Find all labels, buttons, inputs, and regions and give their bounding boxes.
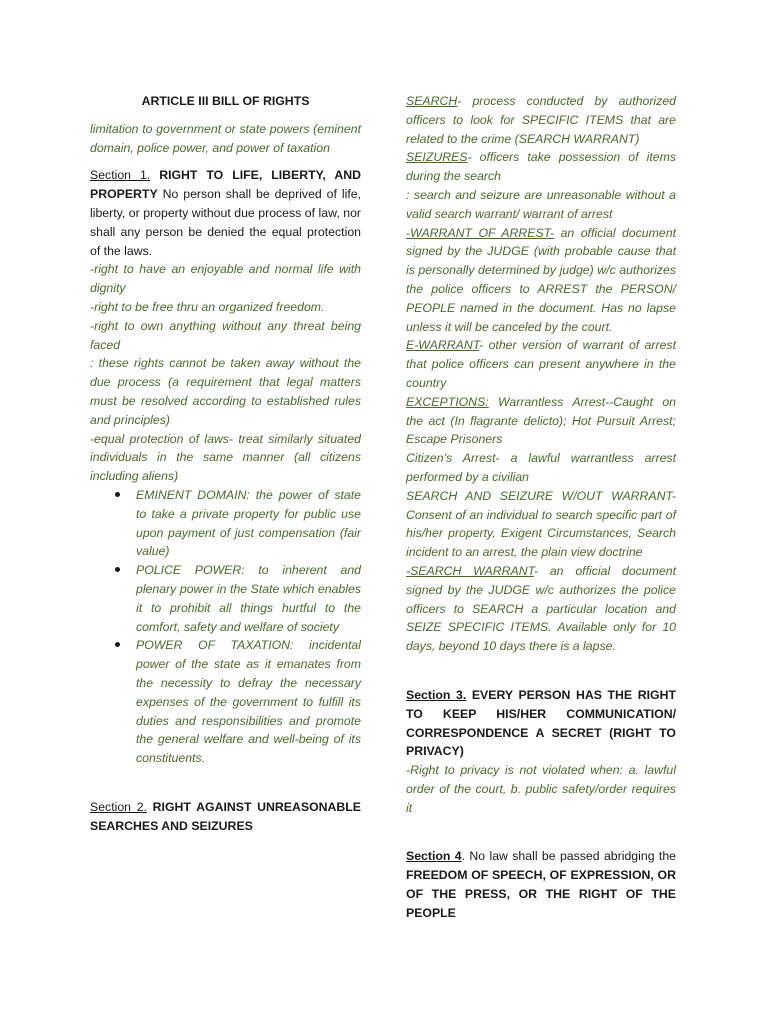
- section-1-note: -right to own anything without any threat being faced: [90, 318, 361, 352]
- search-term: SEARCH: [406, 94, 458, 108]
- section-1-paragraph: [90, 166, 361, 260]
- section-3-paragraph: [406, 686, 676, 761]
- bullet-text: EMINENT DOMAIN: the power of state to take a private property for public use upon payment of just compensation (fair value): [136, 487, 361, 559]
- seizures-def: - officers take possession of items during the search: [406, 150, 676, 184]
- document-title: ARTICLE III BILL OF RIGHTS: [141, 94, 310, 108]
- section-4-body: . No law shall be passed abridging the: [461, 849, 676, 864]
- section-4-paragraph: [406, 847, 676, 922]
- e-warrant-definition: [406, 336, 676, 392]
- unreasonable-note: : search and seizure are unreasonable without a valid search warrant/ warrant of arrest: [406, 187, 676, 221]
- search-def: - process conducted by authorized officers to look for SPECIFIC ITEMS that are related to the crime (SEARCH WARRANT): [406, 94, 676, 146]
- section-3-heading: Section 3.: [406, 687, 467, 702]
- section-1-body: No person shall be deprived of life, liberty, or property without due process of law, nor shall any person be denied the equal protection of the laws.: [90, 187, 361, 258]
- powers-bullet-list: [90, 486, 361, 768]
- bullet-item-eminent-domain: [136, 486, 361, 561]
- section-2-title: RIGHT AGAINST UNREASONABLE SEARCHES AND SEIZURES: [90, 799, 361, 833]
- section-1-note: -right to have an enjoyable and normal life with dignity: [90, 262, 361, 296]
- seizures-term: SEIZURES: [406, 150, 468, 165]
- section-1-heading: Section 1.: [90, 168, 151, 183]
- section-1-note: -equal protection of laws- treat similarly situated individuals in the same manner (all citizens including aliens): [90, 431, 361, 484]
- citizens-arrest-note: Citizen’s Arrest- a lawful warrantless arrest performed by a civilian: [406, 451, 676, 484]
- section-3-title: EVERY PERSON HAS THE RIGHT TO KEEP HIS/HER COMMUNICATION/ CORRESPONDENCE A SECRET (RIGHT TO PRIVACY): [406, 687, 676, 759]
- section-1-note: -right to be free thru an organized freedom.: [90, 299, 325, 314]
- bullet-text: POWER OF TAXATION: incidental power of the state as it emanates from the necessity to defray the necessary expenses of the government to fulfill its duties and responsibilities and promote the general welfare and well-being of its constituents.: [136, 638, 361, 766]
- section-2-paragraph: [90, 798, 361, 836]
- search-warrant-term: -SEARCH WARRANT: [406, 563, 534, 578]
- exceptions-definition: [406, 393, 676, 449]
- warrant-term: -WARRANT OF ARREST-: [406, 225, 555, 240]
- search-warrant-def: - an official document signed by the JUDGE w/c authorizes the police officers to SEARCH a particular location and SEIZE SPECIFIC ITEMS. Available only for 10 days, beyond 10 days there is a lapse.: [406, 563, 676, 654]
- section-4-heading: Section 4: [406, 849, 462, 864]
- exceptions-def: Warrantless Arrest--Caught on the act (In flagrante delicto); Hot Pursuit Arrest; Escape Prisoners: [406, 394, 676, 447]
- bullet-text: POLICE POWER: to inherent and plenary power in the State which enables it to prohibit all things hurtful to the comfort, safety and welfare of society: [136, 563, 361, 634]
- ewarrant-term: E-WARRANT: [406, 338, 480, 353]
- section-2-heading: Section 2.: [90, 799, 147, 814]
- bullet-item-taxation: [136, 636, 361, 768]
- search-definition: [406, 92, 676, 148]
- search-without-warrant-note: SEARCH AND SEIZURE W/OUT WARRANT- Consent of an individual to search specific part of his/her property, Exigent Circumstances, Search incident to an arrest, the plain view doctrine: [406, 488, 676, 560]
- section-1-title: RIGHT TO LIFE, LIBERTY, AND PROPERTY: [90, 168, 361, 202]
- exceptions-term: EXCEPTIONS:: [406, 394, 489, 409]
- section-4-title: FREEDOM OF SPEECH, OF EXPRESSION, OR OF THE PRESS, OR THE RIGHT OF THE PEOPLE: [406, 868, 676, 920]
- warrant-def: an official document signed by the JUDGE (with probable cause that is personally determined by judge) w/c authorizes the police officers to ARREST the PERSON/ PEOPLE named in the document. Has no lapse unless it will be canceled by the court.: [406, 225, 676, 334]
- warrant-of-arrest-definition: [406, 224, 676, 337]
- right-column: [406, 92, 676, 923]
- bullet-icon: [115, 642, 120, 647]
- seizures-definition: [406, 148, 676, 186]
- ewarrant-def: - other version of warrant of arrest that police officers can present anywhere in the country: [406, 338, 676, 390]
- bullet-icon: [115, 567, 120, 572]
- search-warrant-definition: [406, 562, 676, 656]
- intro-note: limitation to government or state powers (eminent domain, police power, and power of taxation: [90, 121, 361, 155]
- left-column: [90, 92, 361, 835]
- bullet-item-police-power: [136, 561, 361, 636]
- section-1-note: : these rights cannot be taken away without the due process (a requirement that legal matters must be resolved according to established rules and principles): [90, 356, 361, 427]
- section-3-note: -Right to privacy is not violated when: a. lawful order of the court, b. public safety/order requires it: [406, 763, 676, 815]
- bullet-icon: [115, 492, 120, 497]
